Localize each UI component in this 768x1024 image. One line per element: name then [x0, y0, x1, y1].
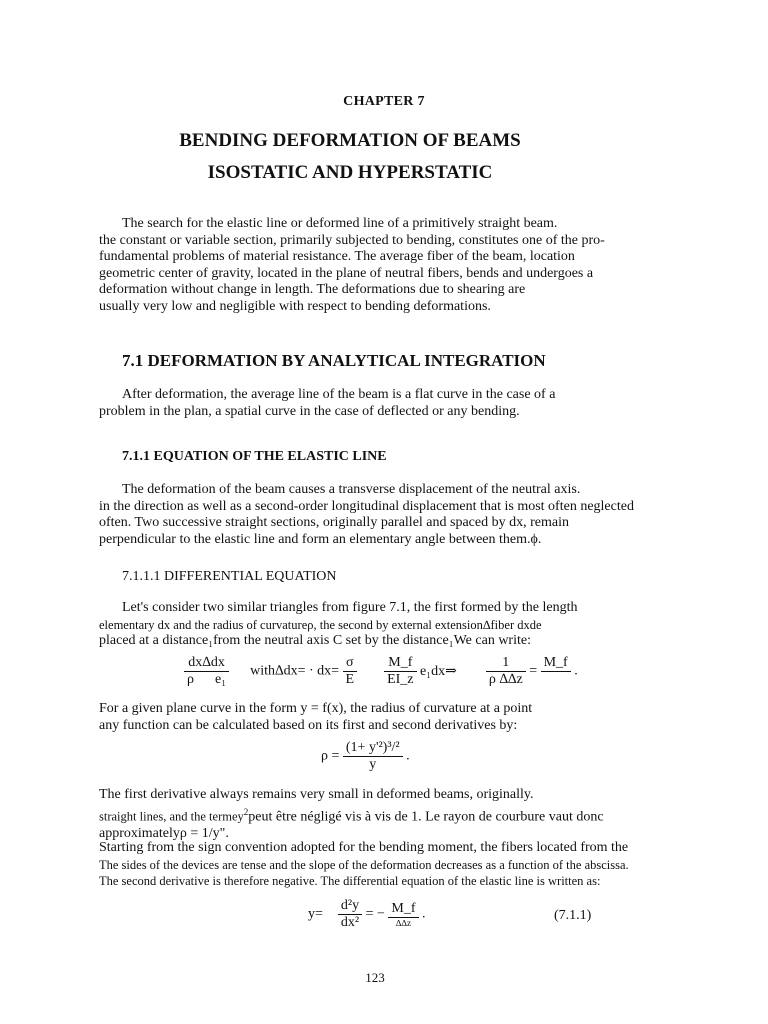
intro-paragraph: [99, 216, 685, 315]
section-7-1-paragraph: [99, 387, 685, 420]
paragraph-line: For a given plane curve in the form y = f(x), the radius of curvature at a point: [99, 701, 533, 716]
fraction: M_f: [541, 655, 571, 688]
chapter-title-line2: ISOSTATIC AND HYPERSTATIC: [207, 162, 493, 183]
paragraph-line: often. Two successive straight sections, originally parallel and spaced by dx, remain: [99, 515, 569, 530]
intro-line: fundamental problems of material resistance. The average fiber of the beam, location: [99, 249, 575, 264]
fraction: $\frac{M\_f}{\Delta\Delta z}$: [388, 901, 418, 928]
fraction: $\frac{1}{\rho \Delta\Delta z}$: [486, 655, 526, 688]
section-7-1-1-paragraph: [99, 482, 685, 548]
section-heading-7-1-1: 7.1.1 EQUATION OF THE ELASTIC LINE: [122, 449, 387, 464]
paragraph-line: in the direction as well as a second-order longitudinal displacement that is most often neglected: [99, 498, 634, 514]
paragraph-line: After deformation, the average line of the beam is a flat curve in the case of a: [122, 387, 556, 402]
first-derivative-paragraph: [99, 787, 685, 842]
paragraph-line: straight lines, and the termey$^2$peut être négligé vis à vis de 1. Le rayon de courbure vaut donc: [99, 806, 604, 825]
paragraph-line: The first derivative always remains very small in deformed beams, originally.: [99, 787, 534, 802]
paragraph-line: problem in the plan, a spatial curve in the case of deflected or any bending.: [99, 403, 520, 419]
radius-curvature-paragraph: [99, 701, 685, 734]
chapter-title-line1: BENDING DEFORMATION OF BEAMS: [179, 130, 521, 151]
intro-line: geometric center of gravity, located in the plane of neutral fibers, bends and undergoes a: [99, 265, 594, 281]
intro-line: deformation without change in length. The deformations due to shearing are: [99, 282, 526, 297]
paragraph-line: any function can be calculated based on its first and second derivatives by:: [99, 717, 518, 733]
fraction: $\frac{dx\Delta dx}{\text{ρ e₁}}$: [184, 655, 229, 688]
paragraph-line: The sides of the devices are tense and the slope of the deformation decreases as a function of the abscissa.: [99, 857, 629, 872]
page-number: 123: [365, 970, 385, 985]
section-heading-7-1: 7.1 DEFORMATION BY ANALYTICAL INTEGRATION: [122, 351, 546, 370]
intro-line: usually very low and negligible with respect to bending deformations.: [99, 298, 491, 314]
equation-elastic-line: y= $\frac{\text{d²y}}{\text{dx²}}$ = − $\frac{M\_f}{\Delta\Delta z}$ .: [308, 898, 426, 930]
intro-line: The search for the elastic line or deformed line of a primitively straight beam.: [122, 216, 558, 231]
paragraph-line: Let's consider two similar triangles from figure 7.1, the first formed by the length: [122, 600, 578, 615]
paragraph-line: The second derivative is therefore negative. The differential equation of the elastic line is written as:: [99, 874, 601, 888]
equation-text: e₁dx⇒: [420, 664, 457, 679]
fraction: $\frac{\text{(1+ y'²)³/²}}{y}$: [343, 740, 403, 773]
section-heading-7-1-1-1: 7.1.1.1 DIFFERENTIAL EQUATION: [122, 569, 337, 584]
paragraph-line: approximatelyρ = 1/y".: [99, 825, 229, 841]
paragraph-line: perpendicular to the elastic line and form an elementary angle between them.ϕ.: [99, 531, 542, 547]
fraction: $\frac{\text{d²y}}{\text{dx²}}$: [338, 898, 362, 931]
section-7-1-1-1-paragraph: [99, 600, 685, 650]
intro-line: the constant or variable section, primarily subjected to bending, constitutes one of the pro-: [99, 232, 605, 248]
equation-similar-triangles: $\frac{dx\Delta dx}{\text{ρ e₁}}$ with∆dx= · dx= $\frac{\sigma}{E}$ $\frac{M\_f}{EI\_z}$ e₁dx⇒ $\frac{1}{\rho \Delta\Delta z}$ = M_f .: [184, 655, 578, 688]
fraction: $\frac{\sigma}{E}$: [343, 655, 358, 688]
equation-number: (7.1.1): [554, 908, 592, 923]
equation-radius-curvature: ρ = $\frac{\text{(1+ y'²)³/²}}{y}$ .: [321, 740, 410, 772]
paragraph-line: elementary dx and the radius of curvatureρ, the second by external extension∆fiber dxde: [99, 617, 542, 632]
chapter-label: CHAPTER 7: [343, 94, 425, 109]
paragraph-line: The deformation of the beam causes a transverse displacement of the neutral axis.: [122, 482, 581, 497]
paragraph-line: placed at a distance₁from the neutral axis C set by the distance₁We can write:: [99, 633, 531, 648]
sign-convention-paragraph: [99, 840, 685, 890]
fraction: $\frac{M\_f}{EI\_z}$: [384, 655, 416, 688]
equation-text: with∆dx= · dx=: [250, 663, 340, 679]
paragraph-line: Starting from the sign convention adopted for the bending moment, the fibers located from the: [99, 840, 629, 855]
